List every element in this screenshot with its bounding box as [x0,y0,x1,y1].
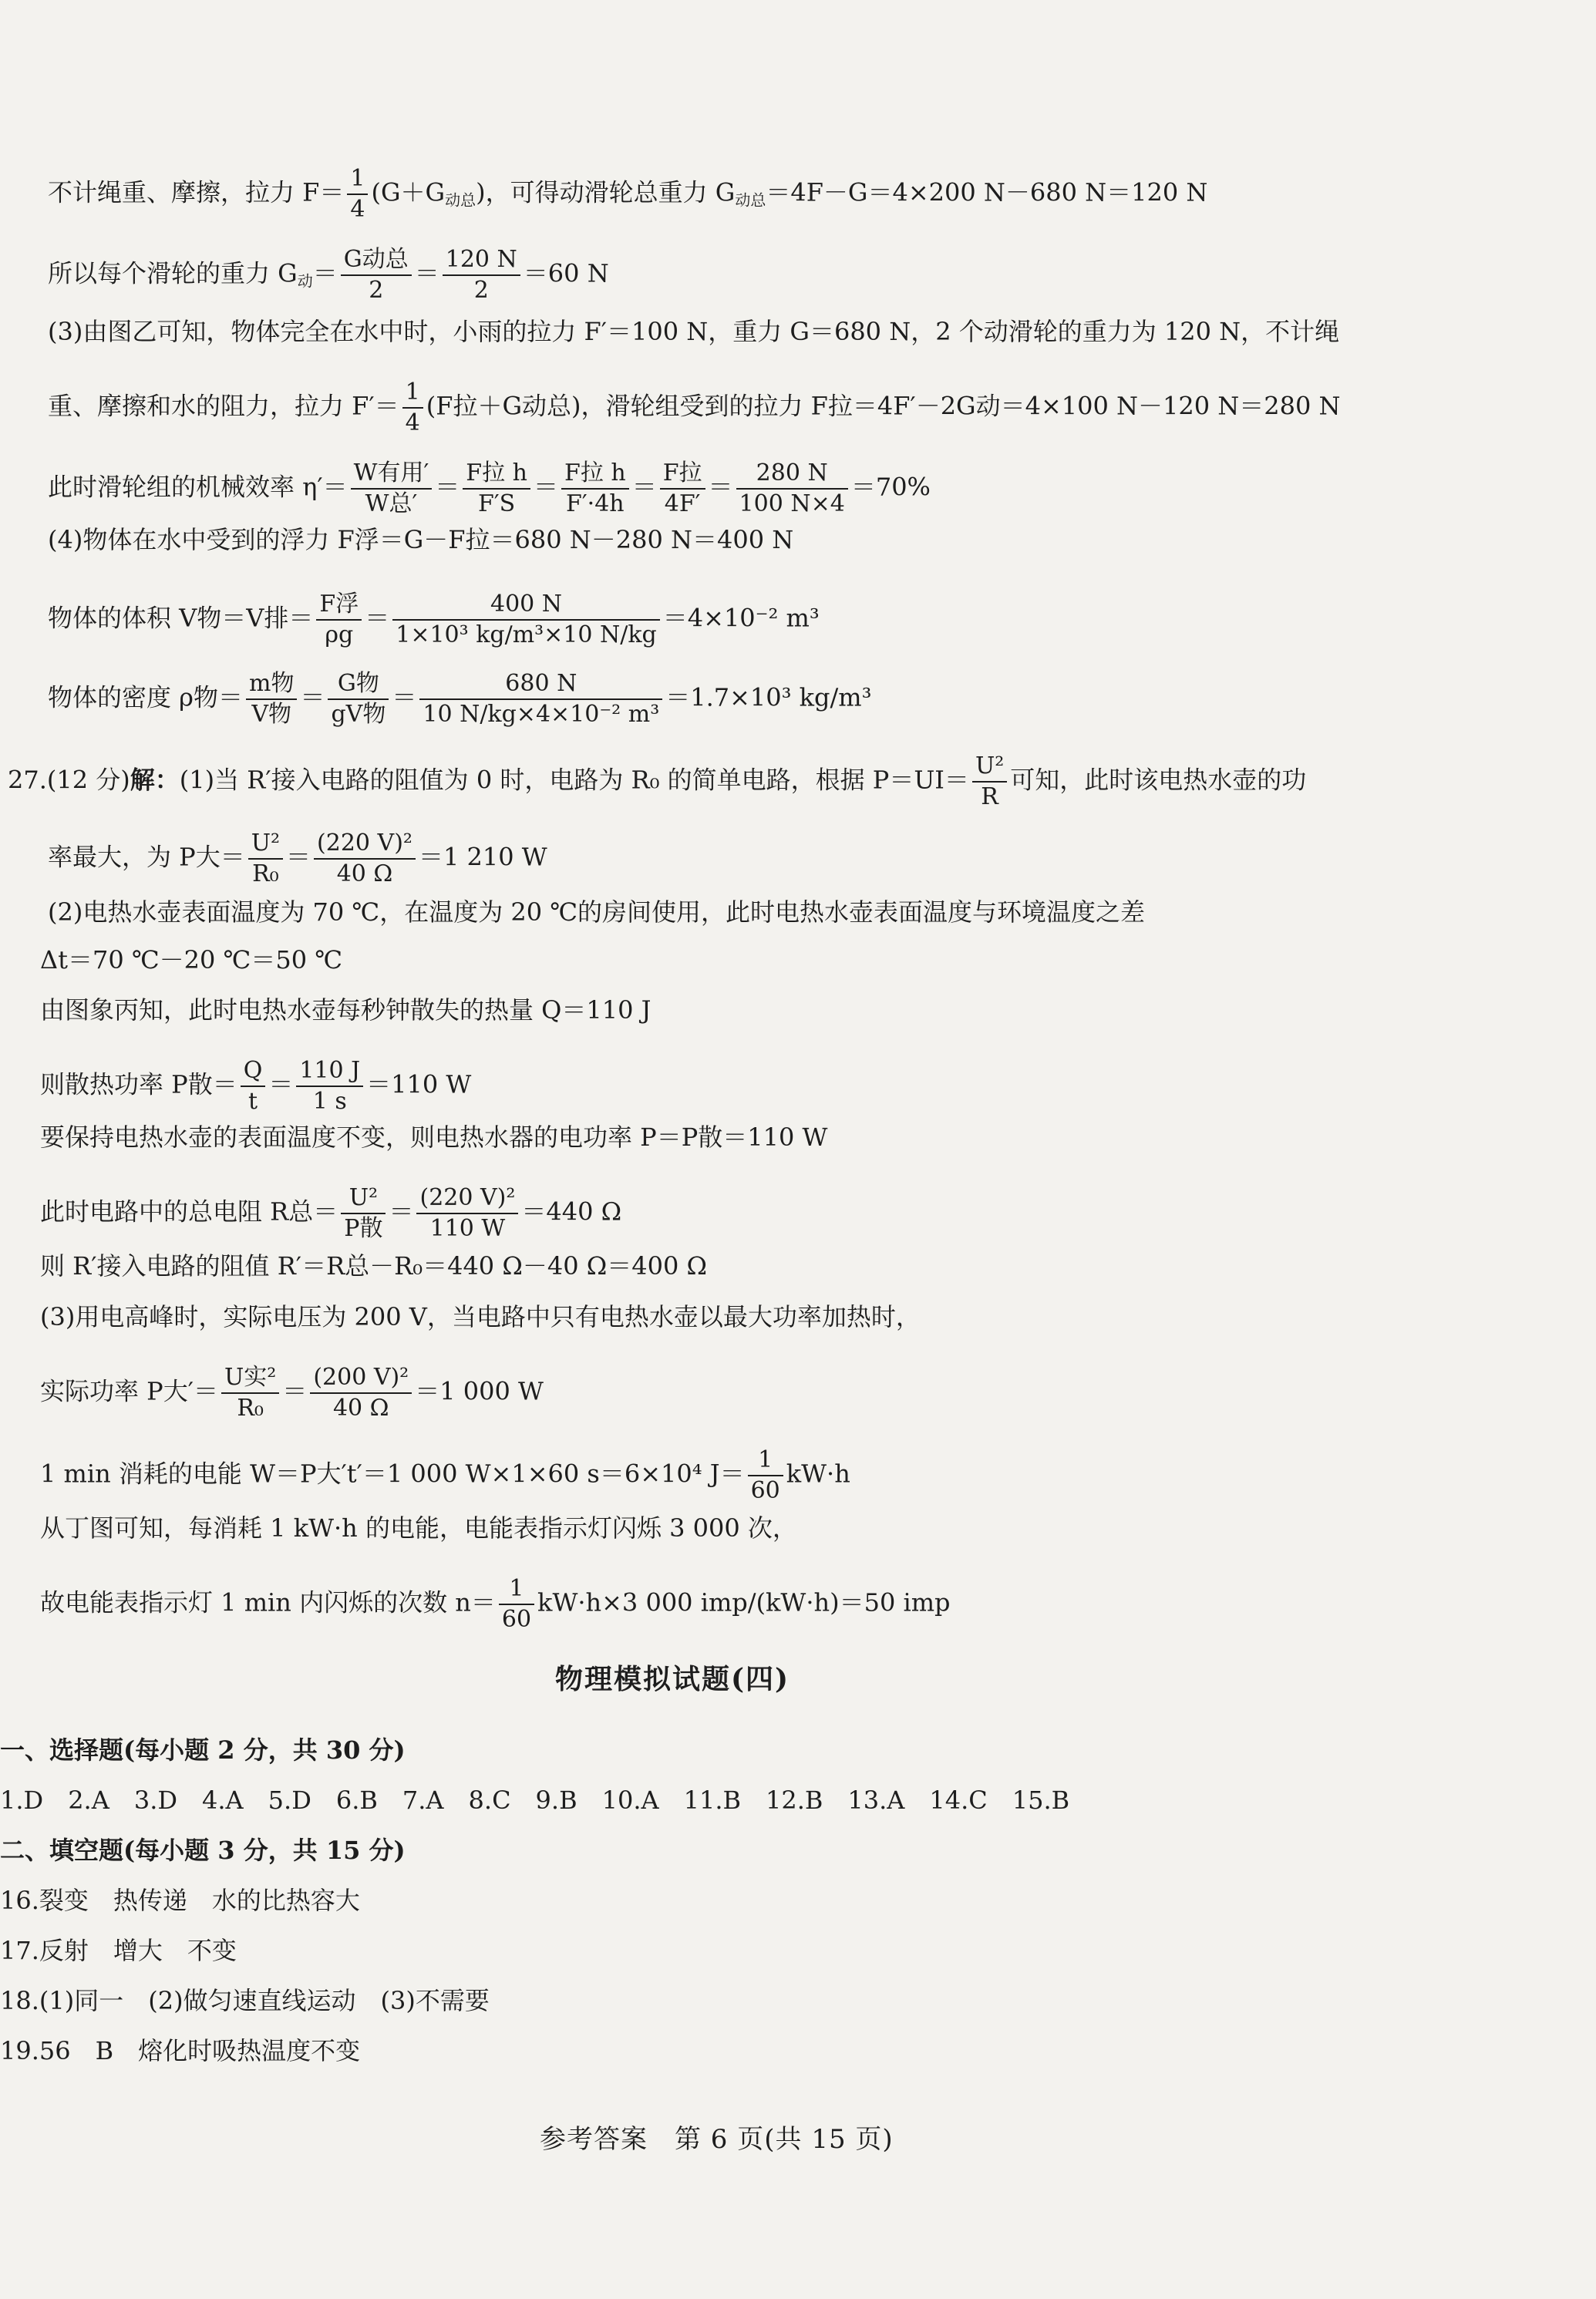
part2-heading: 二、填空题(每小题 3 分，共 15 分) [0,1836,406,1865]
fraction: $\frac{\text{U²}}{\text{R₀}}$ [248,829,283,889]
q27-line-1: 27.(12 分)解：(1)当 R′接入电路的阻值为 0 时，电路为 R₀ 的简单电路，根据 P＝UI＝ $\frac{\text{U²}}{R}$ 可知，此时该电热水壶的功 [8,752,1307,810]
answer-17: 17.反射 增大 不变 [0,1936,237,1965]
q27-line-actual-power: 实际功率 P大′＝ $\frac{\text{U实²}}{\text{R₀}}$ ＝ $\frac{\text{(200 V)²}}{40 \Omega}$ ＝1 000 W [40,1364,544,1422]
answer-19: 19.56 B 熔化时吸热温度不变 [0,2036,361,2065]
fraction: $\frac{1}{4}$ [402,378,423,438]
fraction: $\frac{400 N}{\text{1×10³ kg/m³×10 N/kg}}$ [392,590,660,650]
part1-answers: 1.D 2.A 3.D 4.A 5.D 6.B 7.A 8.C 9.B 10.A 11.B 12.B 13.A 14.C 15.B [0,1786,1070,1815]
answer-18: 18.(1)同一 (2)做匀速直线运动 (3)不需要 [0,1986,490,2015]
q26-line-efficiency: 此时滑轮组的机械效率 η′＝ $\frac{\text{W有用′}}{\text{W总′}}$ ＝ $\frac{\text{F拉 h}}{F'S}$ ＝ $\frac{\text{F拉 h}}{F'\cdot 4h}$ ＝ $\frac{\text{F拉}}{4F'}$ ＝ $\frac{280 N}{100 N\times 4}$ ＝70% [48,459,931,517]
q27-line-5: 由图象丙知，此时电热水壶每秒钟散失的热量 Q＝110 J [40,995,652,1025]
fraction: $\frac{\text{U²}}{R}$ [972,752,1007,812]
q26-line-each-pulley: 所以每个滑轮的重力 $G_动=$ $\frac{\text{G动总}}{2}$ ＝ $\frac{120 N}{2}$ ＝60 N [48,246,609,304]
q26-line-volume: 物体的体积 V物＝V排＝ $\frac{\text{F浮}}{\rho g}$ ＝ $\frac{400 N}{\text{1×10³ kg/m³×10 N/kg}}$ ＝4×10⁻² m³ [48,591,820,648]
fraction: $\frac{\text{G动总}}{2}$ [341,245,412,305]
page-footer: 参考答案 第 6 页(共 15 页) [540,2124,894,2155]
fraction: $\frac{\text{m物}}{\text{V物}}$ [246,669,297,729]
fraction: $\frac{110 J}{1 s}$ [296,1056,363,1116]
fraction: $\frac{\text{(200 V)²}}{40 \Omega}$ [310,1363,412,1423]
q26-line-3: (3)由图乙可知，物体完全在水中时，小雨的拉力 F′＝100 N，重力 G＝680 N，2 个动滑轮的重力为 120 N，不计绳 [48,317,1340,346]
section-title: 物理模拟试题(四) [555,1663,790,1695]
part1-heading: 一、选择题(每小题 2 分，共 30 分) [0,1735,406,1765]
q27-line-energy: 1 min 消耗的电能 W＝P大′t′＝1 000 W×1×60 s＝6×10⁴ J＝ $\frac{1}{60}$ kW·h [40,1446,850,1504]
fraction: $\frac{Q}{t}$ [241,1056,266,1116]
q27-line-7: 要保持电热水壶的表面温度不变，则电热水器的电功率 P＝P散＝110 W [40,1123,828,1152]
q27-line-3: (2)电热水壶表面温度为 70 ℃，在温度为 20 ℃的房间使用，此时电热水壶表面温度与环境温度之差 [48,897,1146,927]
fraction: $\frac{\text{F浮}}{\rho g}$ [316,590,362,650]
fraction: $\frac{\text{F拉 h}}{F'\cdot 4h}$ [561,459,629,519]
fraction: $\frac{\text{W有用′}}{\text{W总′}}$ [351,459,433,519]
answer-16: 16.裂变 热传递 水的比热容大 [0,1886,360,1915]
q27-line-dissipation: 则散热功率 P散＝ $\frac{Q}{t}$ ＝ $\frac{110 J}{1 s}$ ＝110 W [40,1057,472,1115]
q26-line-buoyancy: (4)物体在水中受到的浮力 F浮＝G－F拉＝680 N－280 N＝400 N [48,525,794,554]
fraction: $\frac{\text{U²}}{\text{P散}}$ [341,1183,386,1244]
fraction: $\frac{\text{U实²}}{\text{R₀}}$ [221,1363,279,1423]
fraction: $\frac{\text{(220 V)²}}{40 \Omega}$ [314,829,416,889]
q26-line-pulley-total: 不计绳重、摩擦，拉力 F＝ $\frac{1}{4}$ $(G+G_{动总})$，可得动滑轮总重力 $G_{动总}=4F-G=4\times 200$ N－680 N＝120 N [48,165,1208,223]
fraction: $\frac{1}{60}$ [499,1574,534,1634]
q27-line-max-power: 率最大，为 P大＝ $\frac{\text{U²}}{\text{R₀}}$ ＝ $\frac{\text{(220 V)²}}{40 \Omega}$ ＝1 210 W [48,830,547,887]
q27-line-13: 从丁图可知，每消耗 1 kW·h 的电能，电能表指示灯闪烁 3 000 次， [40,1513,797,1543]
fraction: $\frac{\text{F拉}}{4F'}$ [660,459,705,519]
fraction: $\frac{280 N}{100 N\times 4}$ [736,459,848,519]
q27-line-flashes: 故电能表指示灯 1 min 内闪烁的次数 n＝ $\frac{1}{60}$ kW·h×3 000 imp/(kW·h)＝50 imp [40,1575,951,1633]
fraction: $\frac{680 N}{\text{10 N/kg×4×10⁻² m³}}$ [419,669,662,729]
fraction: $\frac{\text{(220 V)²}}{110 W}$ [416,1183,518,1244]
q27-line-4: Δt＝70 ℃－20 ℃＝50 ℃ [40,945,343,974]
fraction: $\frac{\text{F拉 h}}{F'S}$ [463,459,530,519]
q27-line-total-resistance: 此时电路中的总电阻 R总＝ $\frac{\text{U²}}{\text{P散}}$ ＝ $\frac{\text{(220 V)²}}{110 W}$ ＝440 Ω [40,1184,622,1242]
fraction: $\frac{1}{60}$ [748,1446,783,1506]
q27-line-10: (3)用电高峰时，实际电压为 200 V，当电路中只有电热水壶以最大功率加热时， [40,1302,921,1331]
q26-line-4: 重、摩擦和水的阻力，拉力 F′＝ $\frac{1}{4}$ (F拉＋G动总)，滑轮组受到的拉力 F拉＝4F′－2G动＝4×100 N－120 N＝280 N [48,379,1341,436]
q27-line-9: 则 R′接入电路的阻值 R′＝R总－R₀＝440 Ω－40 Ω＝400 Ω [40,1251,708,1281]
q26-line-density: 物体的密度 ρ物＝ $\frac{\text{m物}}{\text{V物}}$ ＝ $\frac{\text{G物}}{\text{gV物}}$ ＝ $\frac{680 N}{\text{10 N/kg×4×10⁻² m³}}$ ＝1.7×10³ kg/m³ [48,670,872,728]
fraction: $\frac{120 N}{2}$ [443,245,520,305]
fraction: $\frac{\text{G物}}{\text{gV物}}$ [328,669,389,729]
fraction: $\frac{1}{4}$ [347,164,368,224]
